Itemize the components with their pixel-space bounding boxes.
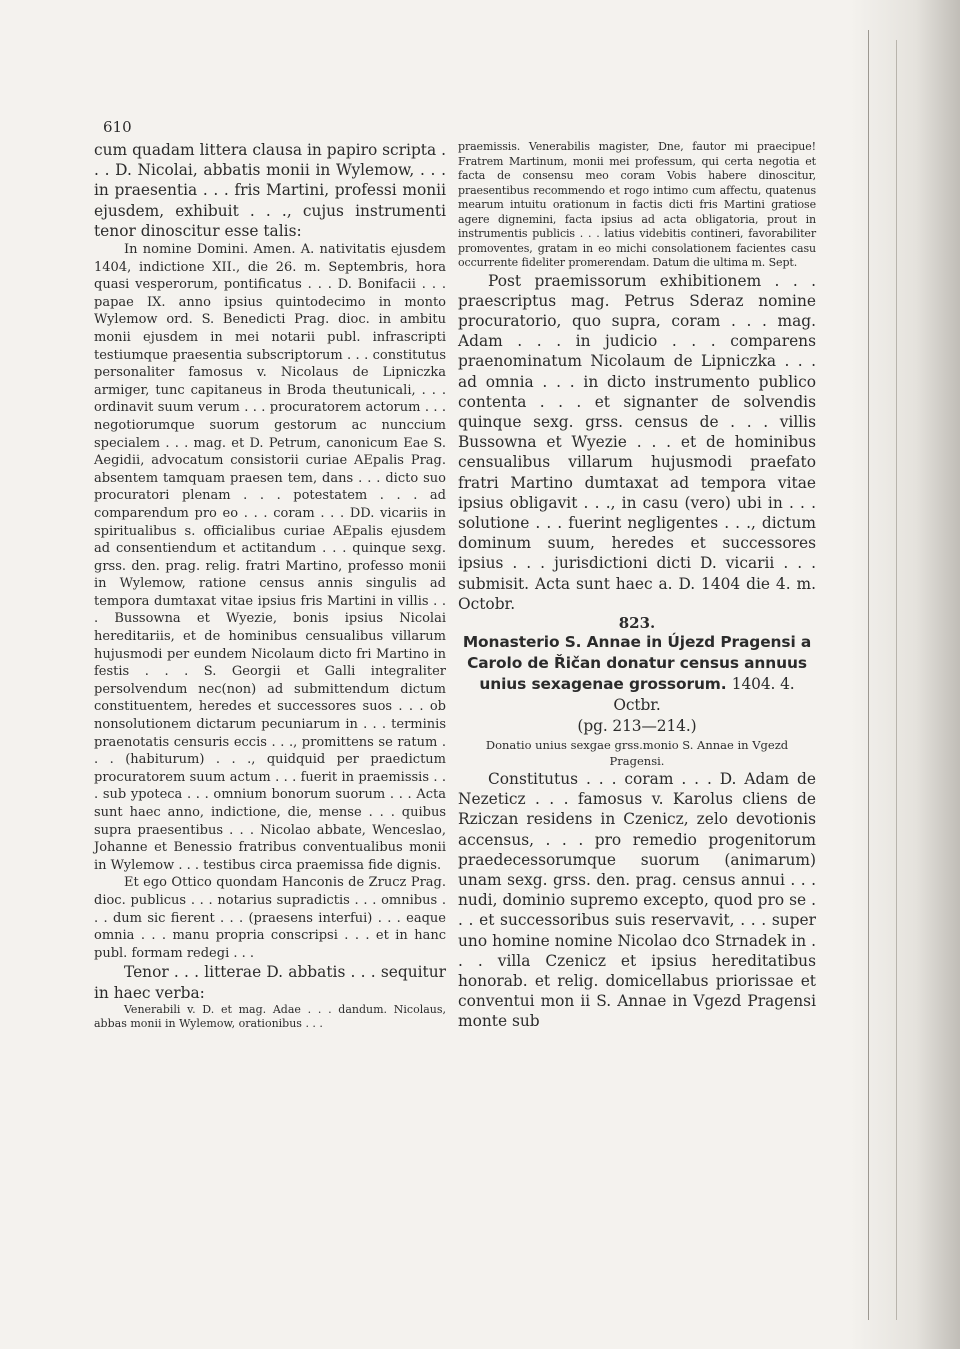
instrument-paragraph: In nomine Domini. Amen. A. nativitatis ejusdem 1404, indictione XII., die 26. m. Septembris, hora quasi vesperorum, pontificatus . . . D. Bonifacii . . . papae IX. anno ipsius quintodecimo in monto Wylemow ord. S. Benedicti Prag. dioc. in ambitu monii ejusdem in mei notarii publ. infrascripti testiumque praesentia subscriptorum . . . constitutus personaliter famosus v. Nicolaus de Lipniczka armiger, tunc capitaneus in Broda theutunicali, . . . ordinavit suum verum . . . procuratorem actorum . . . negotiorumque suorum gestorum ac nunccium specialem . . . mag. et D. Petrum, canonicum Eae S. Aegidii, advocatum consistorii curiae AEpalis Prag. absentem tamquam praesen tem, dans . . . dicto suo procuratori plenam . . . potestatem . . . ad comparendum pro eo . . . coram . . . DD. vicariis in spiritualibus s. officialibus curiae AEpalis ejusdem ad consentiendum et actitandum . . . quinque sexg. grss. den. prag. relig. fratri Martino, professo monii in Wylemow, ratione census annis singulis ad tempora dumtaxat vitae ipsius fris Martini in villis . . . Bussowna et Wyezie, bonis ipsius Nicolai hereditariis, et de hominibus censualibus villarum hujusmodi per eundem Nicolaum dicto fri Martino in festis . . . S. Georgii et Galli integraliter persolvendum nec(non) ad submittendum dictum constituentem, heredes et successores suos . . . ob nonsolutionem dictarum pecuniarum in . . . terminis praenotatis censuris eccis . . ., promittens se ratum . . . (habiturum) . . ., quidquid per praedictum procuratorem suum actum . . . fuerit in praemissis . . . sub ypoteca . . . omnium bonorum suorum . . . Acta sunt haec anno, indictione, die, mense . . . quibus supra praesentibus . . . Nicolao abbate, Wenceslao, Johanne et Benessio fratribus conventualibus monii in Wylemow . . . testibus circa praemissa fide dignis.	[94, 242, 446, 873]
tenor-paragraph: Tenor . . . litterae D. abbatis . . . sequitur in haec verba:	[94, 963, 446, 1002]
document-title-text: Monasterio S. Annae in Újezd Pragensi a Carolo de Řičan donatur census annuus unius sexagenae grossorum.	[462, 632, 812, 693]
left-column	[94, 140, 446, 1032]
right-column	[458, 140, 816, 1032]
document-number: 823.	[618, 613, 656, 632]
document-page-ref: (pg. 213—214.)	[577, 716, 697, 735]
document-date: 1404. 4. Octbr.	[613, 674, 795, 714]
page-number: 610	[103, 118, 132, 136]
page-edge-shadow	[850, 0, 960, 1349]
regest-line: Donatio unius sexgae grss.monio S. Annae in Vgezd Pragensi.	[485, 737, 789, 768]
letter-paragraph-start: Venerabili v. D. et mag. Adae . . . dandum. Nicolaus, abbas monii in Wylemow, orationibus . . .	[94, 1002, 446, 1031]
donation-paragraph: Constitutus . . . coram . . . D. Adam de Nezeticz . . . famosus v. Karolus cliens de Rziczan residens in Czenicz, zelo devotionis accensus, . . . pro remedio progenitorum praedecessorumque suorum (animarum) unam sexg. grss. den. prag. census annui . . . nudi, dominio supremo excepto, quod pro se . . . et successoribus suis reservavit, . . . super uno homine nomine Nicolao dco Strnadek in . . . villa Czenicz et ipsius hereditatibus honorab. et relig. domicellabus priorissae et conventui mon ii S. Annae in Vgezd Pragensi monte sub	[458, 769, 816, 1031]
intro-paragraph: cum quadam littera clausa in papiro scripta . . . D. Nicolai, abbatis monii in Wylemow, . . . in praesentia . . . fris Martini, professi monii ejusdem, exhibuit . . ., cujus instrumenti tenor dinoscitur esse talis:	[94, 141, 446, 240]
document-title	[458, 632, 816, 737]
notary-paragraph: Et ego Ottico quondam Hanconis de Zrucz Prag. dioc. publicus . . . notarius supradictis . . . omnibus . . . dum sic fierent . . . (praesens interfui) . . . eaque omnia . . . manu propria conscripsi . . . et in hanc publ. formam redegi . . .	[94, 875, 446, 961]
letter-paragraph-continued: praemissis. Venerabilis magister, Dne, fautor mi praecipue! Fratrem Martinum, monii mei professum, qui certa negotia et facta de consensu meo coram Vobis habere dinoscitur, praesentibus recommendo et rogo intimo cum affectu, quatenus mearum intuitu orationum in factis dicti fris Martini gratiose agere dignemini, facta ipsius ad acta obligatoria, prout in instrumentis publicis . . . latius videbitis contineri, favorabiliter promoventes, gratam in eo michi consolationem facientes casu occurrente fideliter promerendam. Datum die ultima m. Sept.	[458, 140, 816, 269]
post-paragraph: Post praemissorum exhibitionem . . . praescriptus mag. Petrus Sderaz nomine procuratorio, quo supra, coram . . . mag. Adam . . . in judicio . . . comparens praenominatum Nicolaum de Lipniczka . . . ad omnia . . . in dicto instrumento publico contenta . . . et signanter de solvendis quinque sexg. grss. census de . . . villis Bussowna et Wyezie . . . et de hominibus censualibus villarum hujusmodi praefato fratri Martino dumtaxat ad tempora vitae ipsius obligavit . . ., in casu (vero) ubi in . . . solutione . . . fuerint negligentes . . ., dictum dominum suum, heredes et successores ipsius . . . jurisdictioni dicti D. vicarii . . . submisit. Acta sunt haec a. D. 1404 die 4. m. Octobr.	[458, 271, 816, 613]
page-edge-line	[868, 30, 869, 1320]
page-edge-line-inner	[896, 40, 897, 1320]
